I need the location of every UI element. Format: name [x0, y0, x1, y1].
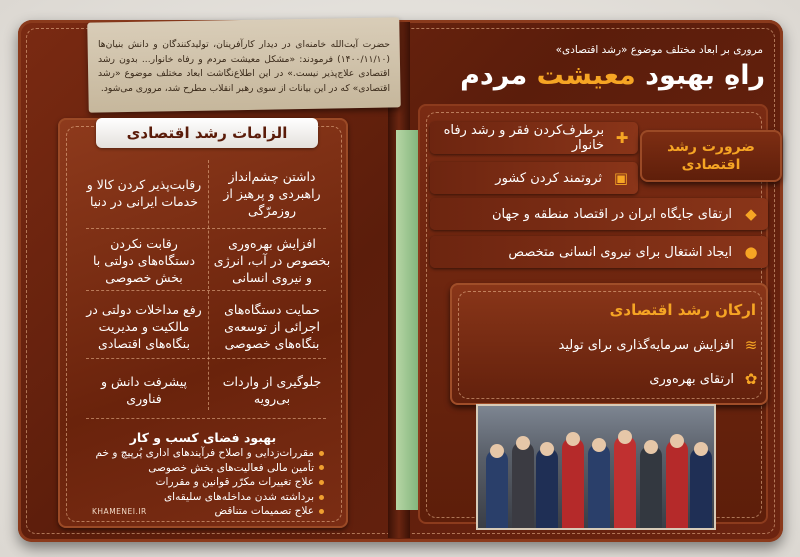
- headline-subtitle: مروری بر ابعاد مختلف موضوع «رشد اقتصادی»: [555, 44, 763, 56]
- list-item: مقررات‌زدایی و اصلاح فرآیندهای اداری پُرپیچ و خم: [88, 446, 324, 461]
- business-environment-title: بهبود فضای کسب و کار: [129, 430, 277, 445]
- necessity-tag: ضرورت رشد اقتصادی: [640, 130, 782, 182]
- requirement-cell: رقابت‌پذیر کردن کالا و خدمات ایرانی در دنیا: [86, 177, 202, 209]
- pillars-title: ارکان رشد اقتصادی: [609, 301, 756, 319]
- necessity-item: ● ایجاد اشتغال برای نیروی انسانی متخصص: [430, 236, 768, 268]
- wallet-icon: ▣: [613, 169, 629, 187]
- pillar-item: ✿ ارتقای بهره‌وری: [470, 370, 760, 388]
- requirement-cell: رفع مداخلات دولتی در مالکیت و مدیریت بنگاه‌های اقتصادی: [86, 301, 202, 351]
- site-logo: KHAMENEI.IR: [92, 507, 147, 516]
- banknote-decoration: [396, 130, 420, 510]
- requirements-title: الزامات رشد اقتصادی: [96, 118, 318, 148]
- requirements-divider-2: [86, 290, 326, 291]
- productivity-icon: ✿: [744, 370, 758, 388]
- workers-photo: [476, 404, 716, 530]
- headline-title: راهِ بهبود معیشت مردم: [460, 60, 765, 91]
- requirement-cell: داشتن چشم‌انداز راهبردی و پرهیز از روزمرّگی: [223, 168, 321, 218]
- necessity-item: ◆ ارتقای جایگاه ایران در اقتصاد منطقه و جهان: [430, 198, 768, 230]
- bullet-icon: [319, 480, 324, 485]
- requirements-divider-1: [86, 228, 326, 229]
- list-item: تأمین مالی فعالیت‌های بخش خصوصی: [88, 461, 324, 476]
- bullet-icon: [319, 495, 324, 500]
- list-item: علاج تغییرات مکرّر قوانین و مقررات: [88, 475, 324, 490]
- bullet-icon: [319, 465, 324, 470]
- necessity-item: ▣ ثروتمند کردن کشور: [430, 162, 638, 194]
- worker-icon: ●: [744, 243, 758, 261]
- requirement-cell: رقابت نکردن دستگاه‌های دولتی با بخش خصوصی: [92, 235, 196, 285]
- list-item: علاج تصمیمات متناقض: [88, 504, 324, 519]
- quote-note-text: حضرت آیت‌الله خامنه‌ای در دیدار کارآفرینان، تولیدکنندگان و دانش بنیان‌ها (۱۴۰۰/۱۱/۱۰) فرمودند: «مشکل معیشت مردم و رفاه خانوار... بدون رشد اقتصادی علاج‌پذیر نیست.» در این اطلاع‌نگاشت ابعاد مختلف موضوع «رشد اقتصادی» که در این بیانات از سوی رهبر انقلاب مطرح شد، مروری می‌شود.: [98, 39, 390, 94]
- coins-icon: ≋: [744, 336, 758, 354]
- pillar-item: ≋ افزایش سرمایه‌گذاری برای تولید: [470, 336, 760, 354]
- puzzle-icon: ✚: [615, 129, 629, 147]
- bullet-icon: [319, 451, 324, 456]
- requirements-vertical-divider: [208, 160, 209, 410]
- headline-highlight: معیشت: [536, 60, 636, 91]
- list-item: برداشته شدن مداخله‌های سلیقه‌ای: [88, 490, 324, 505]
- requirement-cell: پیشرفت دانش و فناوری: [101, 374, 187, 406]
- requirement-cell: جلوگیری از واردات بی‌رویه: [222, 374, 322, 406]
- necessity-item: ✚ برطرف‌کردن فقر و رشد رفاه خانوار: [430, 122, 638, 154]
- iran-map-icon: ◆: [745, 205, 757, 223]
- requirement-cell: حمایت دستگاه‌های اجرائی از توسعه‌ی بنگاه‌های خصوصی: [224, 301, 320, 351]
- requirements-divider-3: [86, 358, 326, 359]
- bullet-icon: [319, 509, 324, 514]
- requirements-divider-4: [86, 418, 326, 419]
- requirement-cell: افزایش بهره‌وری بخصوص در آب، انرژی و نیروی انسانی: [213, 235, 331, 285]
